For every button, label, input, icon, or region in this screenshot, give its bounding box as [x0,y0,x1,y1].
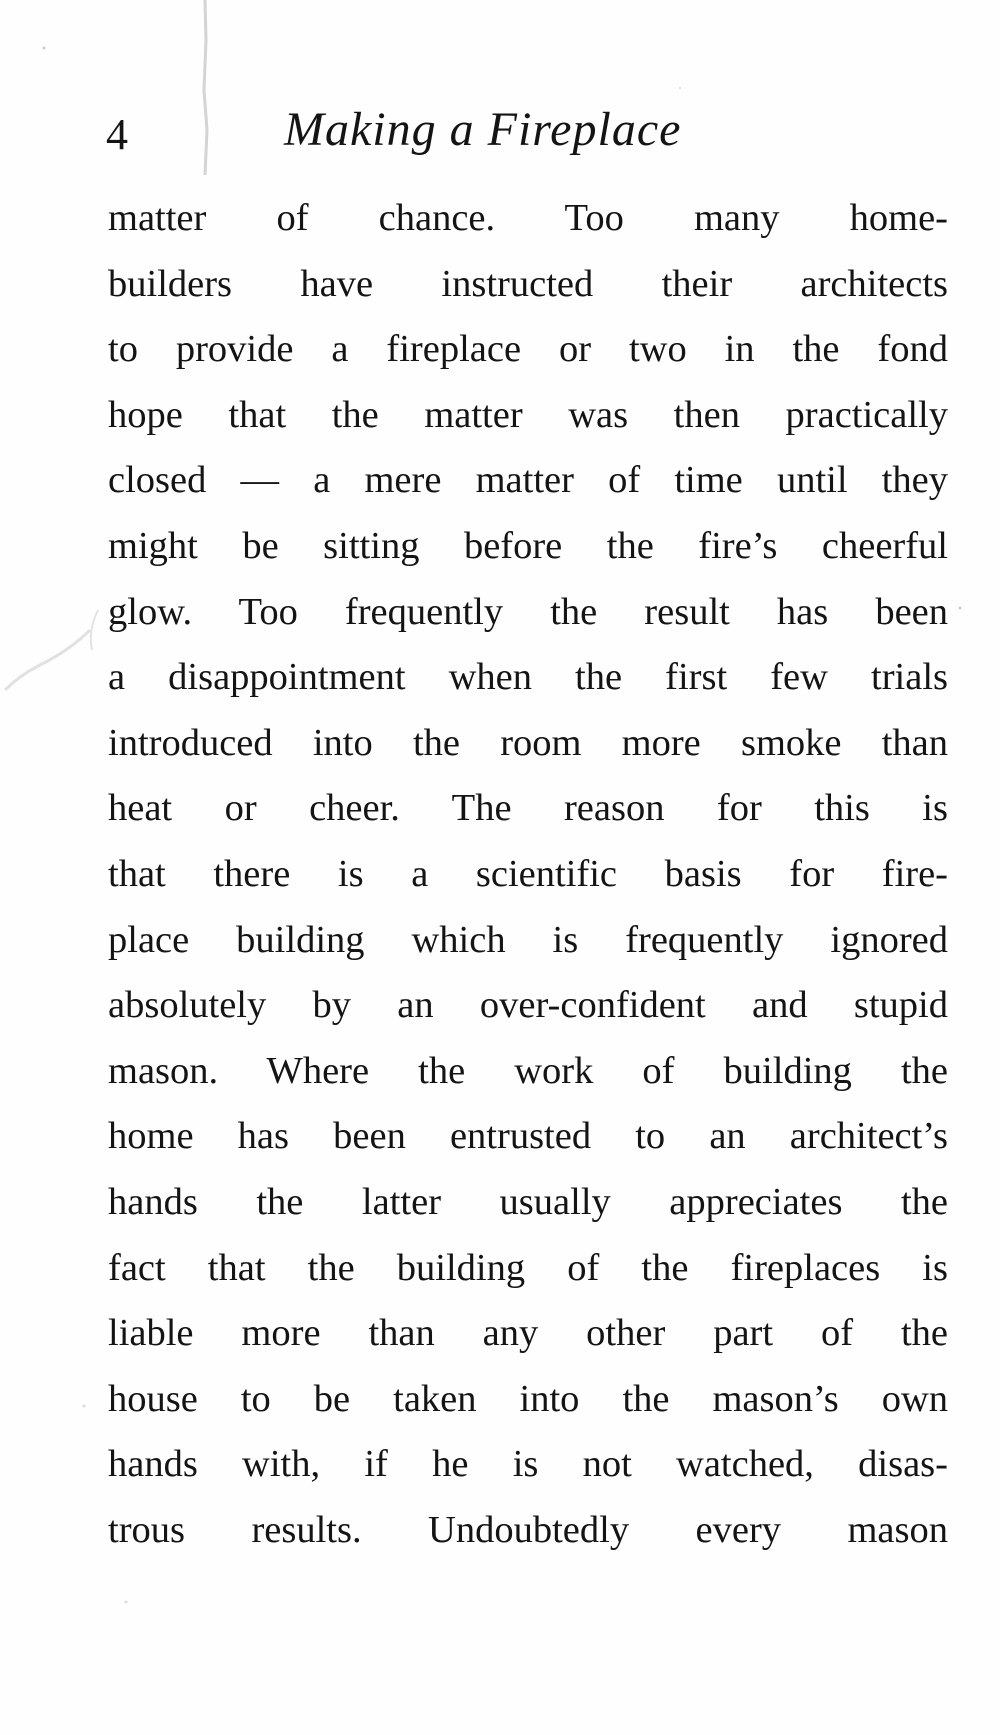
text-line: liable more than any other part of the [108,1312,948,1355]
text-line: trous results. Undoubtedly every mason [108,1508,948,1551]
text-line: closed — a mere matter of time until they [108,459,948,502]
text-line: house to be taken into the mason’s own [108,1377,948,1420]
text-line: absolutely by an over-confident and stupid [108,984,948,1027]
text-line: might be sitting before the fire’s cheerful [108,524,948,567]
page-number: 4 [106,110,128,159]
text-line: a disappointment when the first few trials [108,656,948,699]
text-line: matter of chance. Too many home- [108,197,948,239]
text-line: hope that the matter was then practically [108,393,948,436]
running-head [106,102,906,162]
text-line: fact that the building of the fireplaces is [108,1246,948,1289]
text-line: home has been entrusted to an architect’s [108,1115,948,1158]
running-title: Making a Fireplace [284,103,682,156]
text-line: heat or cheer. The reason for this is [108,787,948,830]
text-line: builders have instructed their architects [108,262,948,305]
text-line: glow. Too frequently the result has been [108,590,948,633]
text-line: hands with, if he is not watched, disas- [108,1443,948,1486]
text-line: mason. Where the work of building the [108,1049,948,1092]
text-line: to provide a fireplace or two in the fond [108,328,948,371]
body-paragraph [108,186,948,1563]
text-line: place building which is frequently ignored [108,918,948,961]
text-line: hands the latter usually appreciates the [108,1180,948,1223]
text-line: introduced into the room more smoke than [108,721,948,764]
text-line: that there is a scientific basis for fire- [108,852,948,895]
